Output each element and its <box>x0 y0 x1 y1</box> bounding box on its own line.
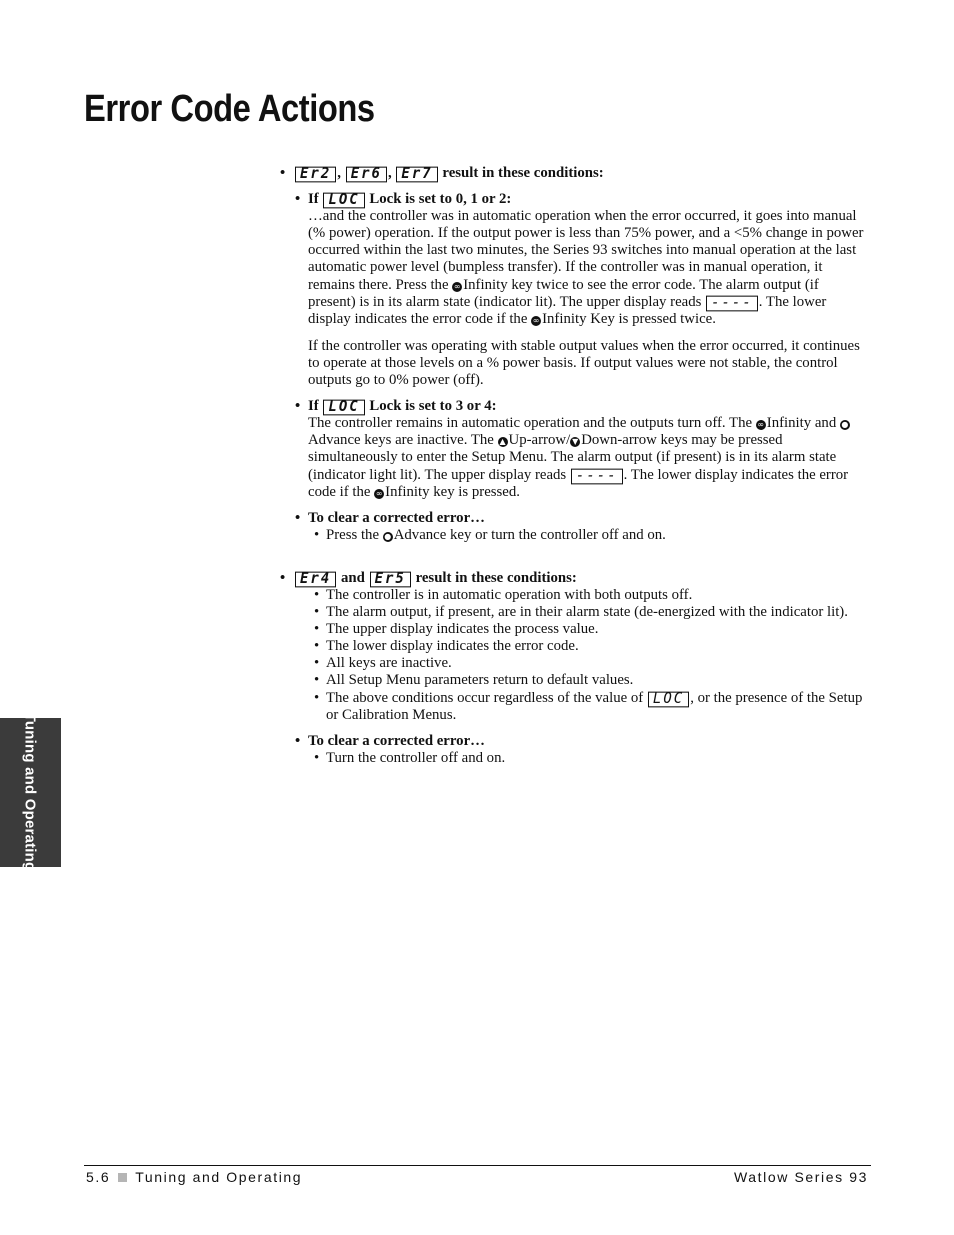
footer-divider <box>84 1165 871 1166</box>
footer-section-name: Tuning and Operating <box>135 1169 303 1185</box>
section-heading-text: result in these conditions: <box>442 165 604 181</box>
list-item: • The upper display indicates the process value. <box>314 621 599 638</box>
lock-code: LOC <box>323 400 364 416</box>
section-gap <box>280 544 870 570</box>
section-heading-text: result in these conditions: <box>415 569 577 586</box>
lock-3-4-heading: If LOC Lock is set to 3 or 4: <box>308 398 497 416</box>
infinity-key-icon: ∞ <box>532 315 540 325</box>
lock-0-1-2-paragraph: …and the controller was in automatic operation when the error occurred, it goes into manual (% power) operation. If the output power is less than 75% power, and a <5% change in power occurred within the last two minutes, the Series 93 switches into manual operation at the last automatic power level (bumpless transfer). If the controller was in manual operation, it remains there. Press the ∞ Infinity key twice to see the error code. The alarm output (if present) is in its alarm state (indicator lit). The upper display reads ---- . The lower display indicates the error code if the ∞ Infinity Key is pressed twice. <box>308 208 864 327</box>
page-title: Error Code Actions <box>84 88 375 130</box>
clear-error-heading: To clear a corrected error… <box>308 509 485 526</box>
bullet: • <box>295 732 301 749</box>
lock-0-1-2-block <box>280 191 870 389</box>
list-item: • The above conditions occur regardless of the value of LOC , or the presence of the Setup or Calibration Menus. <box>314 689 863 723</box>
stable-output-paragraph: If the controller was operating with stable output values when the error occurred, it continues to operate at those levels on a % power basis. If output values were not stable, the control outputs go to 0% power (off). <box>308 337 860 389</box>
side-tab-label: Tuning and Operating <box>21 712 39 872</box>
bullet: • <box>295 509 301 526</box>
footer-left <box>86 1169 302 1185</box>
advance-key-icon: ● <box>384 531 392 541</box>
lock-code: LOC <box>648 691 689 707</box>
infinity-key-icon: ∞ <box>375 488 383 498</box>
dash-display-code: ---- <box>571 468 623 484</box>
clear-error-block-1 <box>280 510 870 527</box>
bullet: • <box>295 191 301 208</box>
error-code-er2: Er2 <box>295 167 336 183</box>
clear-error-heading: To clear a corrected error… <box>308 732 485 749</box>
bullet: • <box>295 398 301 415</box>
error-code-er5: Er5 <box>370 572 411 588</box>
lock-3-4-paragraph: The controller remains in automatic operation and the outputs turn off. The ∞ Infinity and ●Advance keys are inactive. The ▲ Up-arrow/ ▼ Down-arrow keys may be pressed simultaneously to enter the Setup Menu. The alarm output (if present) is in its alarm state (indicator light lit). The upper display reads ---- . The lower display indicates the error code if the ∞ Infinity key is pressed. <box>308 415 849 500</box>
list-item: • All keys are inactive. <box>314 655 452 672</box>
error-code-er4: Er4 <box>295 572 336 588</box>
lock-code: LOC <box>323 193 364 209</box>
dash-display-code: ---- <box>706 295 758 311</box>
list-item: • The controller is in automatic operation with both outputs off. <box>314 586 693 603</box>
down-arrow-key-icon: ▼ <box>572 437 579 447</box>
bullet: • <box>280 569 286 586</box>
square-separator-icon <box>118 1173 127 1182</box>
bullet: • <box>280 165 286 181</box>
infinity-key-icon: ∞ <box>453 281 461 291</box>
list-item: • Turn the controller off and on. <box>314 749 506 766</box>
section-er4-er5-heading: • Er4 and Er5 result in these conditions: <box>280 569 577 588</box>
lock-0-1-2-heading: If LOC Lock is set to 0, 1 or 2: <box>308 191 512 209</box>
section-er2-er6-er7-heading: • Er2 , Er6 , Er7 result in these conditions: <box>280 165 604 183</box>
side-section-tab <box>0 712 61 872</box>
infinity-key-icon: ∞ <box>757 420 765 430</box>
list-item: • The alarm output, if present, are in their alarm state (de-energized with the indicator lit). <box>314 604 848 621</box>
error-code-er6: Er6 <box>346 167 387 183</box>
up-arrow-key-icon: ▲ <box>499 437 506 447</box>
bullet: • <box>314 526 320 543</box>
list-item: • Press the ● Advance key or turn the controller off and on. <box>314 526 666 543</box>
content-body <box>280 165 870 767</box>
advance-key-icon: ● <box>841 420 849 430</box>
footer-product-name: Watlow Series 93 <box>733 1169 868 1185</box>
lock-3-4-block <box>280 398 870 501</box>
clear-error-block-2 <box>280 733 870 750</box>
list-item: • The lower display indicates the error code. <box>314 638 579 655</box>
page-number: 5.6 <box>86 1169 111 1185</box>
list-item: • All Setup Menu parameters return to default values. <box>314 672 634 689</box>
error-code-er7: Er7 <box>396 167 437 183</box>
